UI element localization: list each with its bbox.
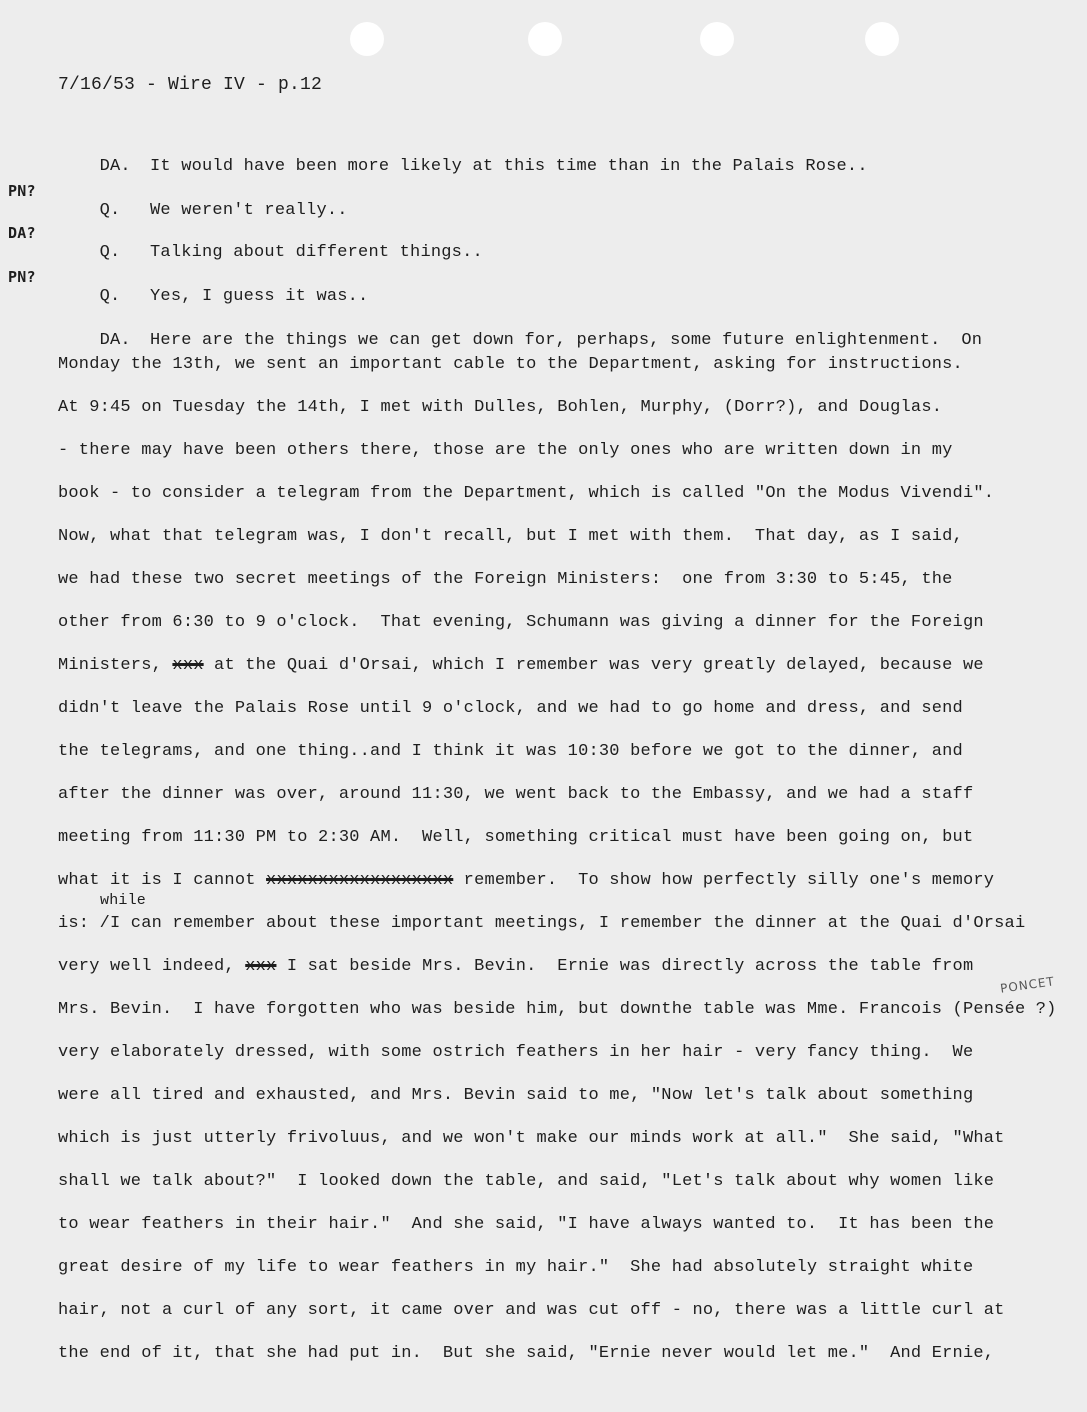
paragraph-line: the telegrams, and one thing..and I think it was 10:30 before we got to the dinner, and	[58, 742, 963, 761]
paragraph-line: the end of it, that she had put in. But she said, "Ernie never would let me." And Ernie,	[58, 1344, 995, 1363]
line-text: I sat beside Mrs. Bevin. Ernie was directly across the table from	[276, 957, 974, 976]
speaker-label: Q.	[99, 243, 121, 262]
paragraph-line: meeting from 11:30 PM to 2:30 AM. Well, something critical must have been going on, but	[58, 828, 974, 847]
struck-out-text: xxx	[245, 957, 277, 976]
paragraph-line	[58, 871, 994, 890]
paragraph-line: which is just utterly frivoluus, and we won't make our minds work at all." She said, "What	[58, 1129, 1005, 1148]
paragraph-line: - there may have been others there, those are the only ones who are written down in my	[58, 441, 953, 460]
margin-note: DA?	[8, 224, 36, 242]
line-text: Here are the things we can get down for, perhaps, some future enlightenment. On	[150, 331, 983, 350]
punch-hole	[865, 22, 899, 56]
paragraph-line: to wear feathers in their hair." And she said, "I have always wanted to. It has been the	[58, 1215, 995, 1234]
line-text: at the Quai d'Orsai, which I remember was very greatly delayed, because we	[203, 656, 984, 675]
line-text: remember. To show how perfectly silly one's memory	[453, 871, 995, 890]
paragraph-line: At 9:45 on Tuesday the 14th, I met with Dulles, Bohlen, Murphy, (Dorr?), and Douglas.	[58, 398, 943, 417]
inserted-word: while	[100, 892, 147, 909]
paragraph-line: didn't leave the Palais Rose until 9 o'clock, and we had to go home and dress, and send	[58, 699, 963, 718]
paragraph-line: shall we talk about?" I looked down the table, and said, "Let's talk about why women like	[58, 1172, 995, 1191]
punch-hole	[700, 22, 734, 56]
paragraph-line	[58, 957, 973, 976]
line-text: We weren't really..	[150, 201, 348, 220]
struck-out-text: xxx	[172, 656, 204, 675]
speaker-label: Q.	[99, 287, 121, 306]
paragraph-line: after the dinner was over, around 11:30, we went back to the Embassy, and we had a staff	[58, 785, 974, 804]
speaker-label: Q.	[99, 201, 121, 220]
line-text: very well indeed,	[58, 957, 246, 976]
line-text: It would have been more likely at this time than in the Palais Rose..	[150, 157, 868, 176]
paragraph-line: book - to consider a telegram from the Department, which is called "On the Modus Vivendi".	[58, 484, 995, 503]
paragraph-line: very elaborately dressed, with some ostrich feathers in her hair - very fancy thing. We	[58, 1043, 974, 1062]
line-text: Yes, I guess it was..	[150, 287, 369, 306]
paragraph-line: Monday the 13th, we sent an important cable to the Department, asking for instructions.	[58, 355, 963, 374]
paragraph-line: Mrs. Bevin. I have forgotten who was beside him, but downthe table was Mme. Francois (Pensée ?)	[58, 1000, 1057, 1019]
paragraph-line: is: /I can remember about these important meetings, I remember the dinner at the Quai d'Orsai	[58, 914, 1026, 933]
struck-out-text: xxxxxxxxxxxxxxxxxx	[266, 871, 454, 890]
page-header: 7/16/53 - Wire IV - p.12	[58, 75, 323, 95]
punch-hole	[528, 22, 562, 56]
paragraph-line: hair, not a curl of any sort, it came over and was cut off - no, there was a little curl at	[58, 1301, 1005, 1320]
paragraph-line: were all tired and exhausted, and Mrs. Bevin said to me, "Now let's talk about something	[58, 1086, 974, 1105]
paragraph-line: other from 6:30 to 9 o'clock. That evening, Schumann was giving a dinner for the Foreign	[58, 613, 984, 632]
paragraph-line: Now, what that telegram was, I don't recall, but I met with them. That day, as I said,	[58, 527, 963, 546]
punch-hole	[350, 22, 384, 56]
speaker-label: DA.	[99, 157, 131, 176]
margin-note: PN?	[8, 182, 36, 200]
handwritten-note: PONCET	[999, 974, 1056, 996]
paragraph-line: we had these two secret meetings of the Foreign Ministers: one from 3:30 to 5:45, the	[58, 570, 953, 589]
paragraph-line	[58, 656, 984, 675]
line-text: what it is I cannot	[58, 871, 267, 890]
speaker-label: DA.	[99, 331, 131, 350]
paragraph-line: great desire of my life to wear feathers in my hair." She had absolutely straight white	[58, 1258, 974, 1277]
margin-note: PN?	[8, 268, 36, 286]
line-text: Ministers,	[58, 656, 173, 675]
line-text: Talking about different things..	[150, 243, 483, 262]
